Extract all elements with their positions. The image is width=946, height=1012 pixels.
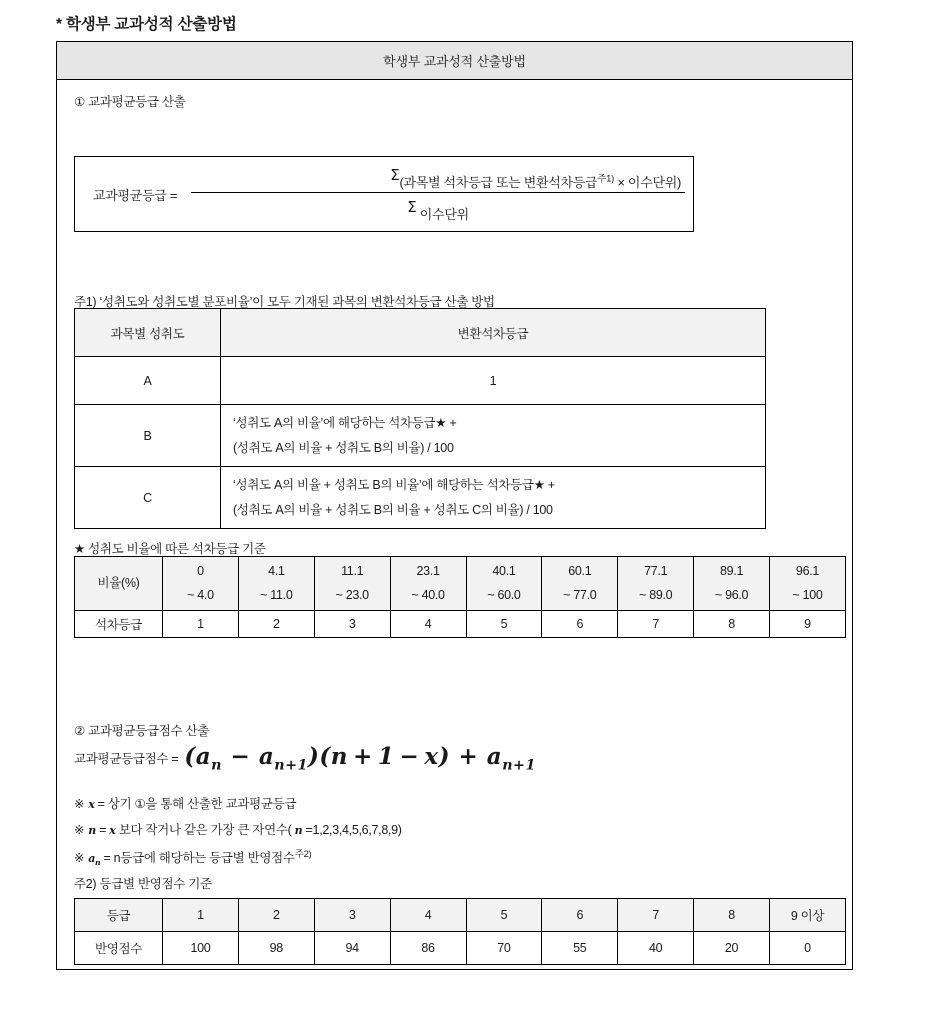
rank-value: 9 bbox=[770, 611, 846, 638]
score-value: 70 bbox=[466, 932, 542, 965]
grade-score-formula-lhs: 교과평균등급점수 = bbox=[74, 752, 179, 767]
grade-value: 3 bbox=[314, 899, 390, 932]
ratio-to: ~ 77.0 bbox=[563, 587, 597, 602]
score-value: 55 bbox=[542, 932, 618, 965]
converted-rank-value-a: 1 bbox=[221, 357, 766, 405]
ratio-range-cell bbox=[770, 557, 846, 611]
ratio-to: ~ 89.0 bbox=[639, 587, 673, 602]
converted-rank-formula-b bbox=[221, 405, 766, 467]
achievement-grade-b: B bbox=[75, 405, 221, 467]
ratio-from: 89.1 bbox=[719, 564, 744, 579]
document-titlebar bbox=[57, 42, 852, 80]
rank-value: 8 bbox=[694, 611, 770, 638]
ratio-range-cell bbox=[542, 557, 618, 611]
ratio-from: 40.1 bbox=[492, 564, 516, 579]
note2-label: 주2) 등급별 반영점수 기준 bbox=[74, 877, 212, 891]
achievement-grade-c: C bbox=[75, 467, 221, 529]
ratio-to: ~ 100 bbox=[792, 587, 823, 602]
ratio-range-cell bbox=[466, 557, 542, 611]
ratio-to: ~ 11.0 bbox=[260, 587, 293, 602]
rank-row bbox=[75, 611, 846, 638]
row-header-rank: 석차등급 bbox=[75, 611, 163, 638]
note1-reference-superscript: 주1) bbox=[597, 173, 615, 185]
table-row bbox=[75, 405, 766, 467]
document-frame bbox=[56, 41, 853, 970]
ratio-range-cell bbox=[694, 557, 770, 611]
ratio-from: 96.1 bbox=[795, 564, 820, 579]
math-symbol-x: x bbox=[109, 824, 116, 837]
sigma-symbol-numerator: Σ bbox=[390, 165, 400, 184]
ratio-to: ~ 96.0 bbox=[714, 587, 749, 602]
ratio-to: ~ 60.0 bbox=[487, 587, 521, 602]
note-n-text-after: =1,2,3,4,5,6,7,8,9) bbox=[302, 823, 402, 837]
document-titlebar-label: 학생부 교과성적 산출방법 bbox=[383, 54, 526, 69]
row-header-ratio: 비율(%) bbox=[75, 557, 163, 611]
formula-denominator-text: 이수단위 bbox=[419, 206, 469, 222]
section-2-label: ② 교과평균등급점수 산출 bbox=[74, 724, 210, 738]
note-x-text: = 상기 ①을 통해 산출한 교과평균등급 bbox=[94, 797, 297, 811]
table-header-row bbox=[75, 309, 766, 357]
rank-value: 3 bbox=[314, 611, 390, 638]
ratio-from: 60.1 bbox=[568, 564, 592, 579]
ratio-from: 0 bbox=[197, 564, 204, 579]
math-symbol-a-n: $a_n$ bbox=[88, 852, 101, 868]
note-n-definition bbox=[74, 820, 402, 838]
grade-score-formula-expression: $(a_n - a_{n+1})(n + 1 - x) + a_{n+1}$ bbox=[184, 743, 536, 774]
grade-row bbox=[75, 899, 846, 932]
ratio-range-cell bbox=[618, 557, 694, 611]
grade-value: 5 bbox=[466, 899, 542, 932]
score-value: 94 bbox=[314, 932, 390, 965]
table-row bbox=[75, 357, 766, 405]
reference-mark-icon: ※ bbox=[74, 850, 85, 866]
row-header-grade: 등급 bbox=[75, 899, 163, 932]
rank-value: 5 bbox=[466, 611, 542, 638]
table-row bbox=[75, 467, 766, 529]
ratio-to: ~ 4.0 bbox=[187, 587, 214, 602]
ratio-from: 77.1 bbox=[644, 564, 668, 579]
column-header-converted-rank: 변환석차등급 bbox=[221, 309, 766, 357]
rank-value: 4 bbox=[390, 611, 466, 638]
formula-denominator bbox=[191, 193, 685, 223]
grade-score-table bbox=[74, 898, 846, 965]
ratio-range-cell bbox=[314, 557, 390, 611]
ratio-range-row bbox=[75, 557, 846, 611]
reference-mark-icon: ※ bbox=[74, 796, 85, 811]
grade-value: 9 이상 bbox=[770, 899, 846, 932]
page-title: * 학생부 교과성적 산출방법 bbox=[56, 16, 237, 33]
score-value: 20 bbox=[694, 932, 770, 965]
rank-value: 2 bbox=[238, 611, 314, 638]
math-symbol-n: n bbox=[294, 824, 303, 837]
section-1-label: ① 교과평균등급 산출 bbox=[74, 95, 186, 109]
score-value: 100 bbox=[163, 932, 239, 965]
grade-value: 1 bbox=[163, 899, 239, 932]
math-symbol-n: n bbox=[88, 824, 96, 837]
grade-score-formula bbox=[74, 743, 536, 774]
formula-numerator bbox=[191, 166, 685, 193]
math-symbol-x: x bbox=[88, 798, 95, 811]
grade-value: 4 bbox=[390, 899, 466, 932]
average-grade-formula-box bbox=[74, 156, 694, 232]
grade-value: 2 bbox=[238, 899, 314, 932]
converted-rank-formula-c bbox=[221, 467, 766, 529]
ratio-range-cell bbox=[163, 557, 239, 611]
rank-value: 1 bbox=[163, 611, 239, 638]
note2-reference-superscript: 주2) bbox=[294, 849, 312, 860]
ratio-to: ~ 23.0 bbox=[335, 587, 369, 602]
score-row bbox=[75, 932, 846, 965]
converted-rank-table bbox=[74, 308, 766, 529]
score-value: 98 bbox=[238, 932, 314, 965]
ratio-to-rank-table bbox=[74, 556, 846, 638]
converted-rank-formula-c-line1: ‘성취도 A의 비율 + 성취도 B의 비율’에 해당하는 석차등급★ + bbox=[233, 478, 555, 493]
star-note-label: ★ 성취도 비율에 따른 석차등급 기준 bbox=[74, 542, 266, 556]
note-n-text-middle: 보다 작거나 같은 가장 큰 자연수( bbox=[115, 823, 295, 837]
rank-value: 7 bbox=[618, 611, 694, 638]
reference-mark-icon: ※ bbox=[74, 822, 85, 837]
sigma-symbol-denominator: Σ bbox=[407, 197, 417, 216]
formula-numerator-tail: × 이수단위) bbox=[614, 174, 681, 190]
formula-fraction bbox=[191, 166, 685, 223]
grade-value: 8 bbox=[694, 899, 770, 932]
ratio-to: ~ 40.0 bbox=[411, 587, 445, 602]
grade-value: 7 bbox=[618, 899, 694, 932]
rank-value: 6 bbox=[542, 611, 618, 638]
ratio-range-cell bbox=[238, 557, 314, 611]
score-value: 40 bbox=[618, 932, 694, 965]
score-value: 0 bbox=[770, 932, 846, 965]
converted-rank-formula-c-line2: (성취도 A의 비율 + 성취도 B의 비율 + 성취도 C의 비율) / 100 bbox=[233, 502, 553, 517]
column-header-achievement: 과목별 성취도 bbox=[75, 309, 221, 357]
achievement-grade-a: A bbox=[75, 357, 221, 405]
note-x-definition bbox=[74, 794, 296, 812]
grade-value: 6 bbox=[542, 899, 618, 932]
note-an-text: = n등급에 해당하는 등급별 반영점수 bbox=[100, 851, 295, 866]
note-n-text-before: = bbox=[95, 823, 110, 837]
ratio-range-cell bbox=[390, 557, 466, 611]
converted-rank-formula-b-line1: ‘성취도 A의 비율’에 해당하는 석차등급★ + bbox=[233, 416, 457, 431]
ratio-from: 23.1 bbox=[416, 564, 440, 579]
converted-rank-formula-b-line2: (성취도 A의 비율 + 성취도 B의 비율) / 100 bbox=[233, 440, 454, 455]
formula-numerator-text: (과목별 석차등급 또는 변환석차등급 bbox=[399, 174, 598, 190]
row-header-score: 반영점수 bbox=[75, 932, 163, 965]
ratio-from: 4.1 bbox=[268, 564, 285, 579]
score-value: 86 bbox=[390, 932, 466, 965]
formula-left-hand-side: 교과평균등급 = bbox=[93, 187, 178, 203]
note-an-definition bbox=[74, 846, 311, 867]
ratio-from: 11.1 bbox=[341, 564, 364, 579]
note1-label: 주1) ‘성취도와 성취도별 분포비율’이 모두 기재된 과목의 변환석차등급 산출 방법 bbox=[74, 295, 495, 309]
